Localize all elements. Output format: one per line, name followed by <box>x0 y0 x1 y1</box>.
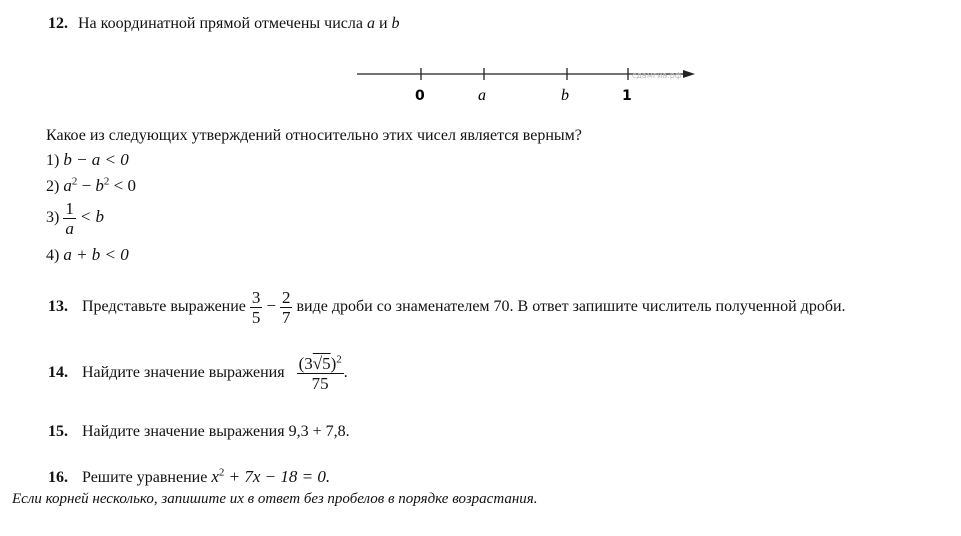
variable-a: a <box>366 15 375 32</box>
conjunction: и <box>378 15 388 32</box>
label-a: a <box>478 87 486 104</box>
number-line-svg <box>343 54 699 110</box>
question-13-text-before: Представьте выражение <box>82 298 246 316</box>
option-2-prefix: 2) <box>46 178 60 195</box>
option-1-prefix: 1) <box>46 152 60 169</box>
period: . <box>343 364 348 382</box>
option-3-prefix: 3) <box>46 209 60 227</box>
fraction-3-5: $\frac{3}{5}$ <box>251 288 261 327</box>
equation: $x^2 + 7x - 18 = 0$. <box>211 466 331 486</box>
fraction-2-7: $\frac{2}{7}$ <box>281 288 291 327</box>
option-4-expression: a + b < 0 <box>63 245 129 264</box>
question-number: 14. <box>48 364 68 382</box>
variable-b: b <box>391 15 400 32</box>
question-13 <box>48 288 846 327</box>
option-2 <box>46 176 136 197</box>
label-b: b <box>561 87 569 104</box>
fraction-expression: $\frac{(3√5)^2}{75}$ <box>298 353 342 393</box>
option-4-prefix: 4) <box>46 247 60 264</box>
number-line <box>343 54 699 110</box>
label-0: 0 <box>415 88 425 104</box>
question-14 <box>48 354 348 393</box>
axis-arrow-icon <box>683 70 695 78</box>
minus-sign: − <box>266 296 276 316</box>
option-1 <box>46 150 129 171</box>
question-15 <box>48 422 350 442</box>
question-number: 13. <box>48 298 68 316</box>
option-3 <box>46 199 104 238</box>
question-prompt: На координатной прямой отмечены числа <box>78 15 363 32</box>
label-1: 1 <box>622 88 632 104</box>
question-12-header <box>48 14 400 34</box>
option-1-expression: b − a < 0 <box>63 150 129 169</box>
question-14-text: Найдите значение выражения <box>82 364 285 382</box>
question-number: 16. <box>48 469 68 486</box>
question-13-text-after: виде дроби со знаменателем 70. В ответ запишите числитель полученной дроби. <box>296 298 846 316</box>
question-number: 12. <box>48 15 68 32</box>
option-4 <box>46 245 129 266</box>
question-12-text: Какое из следующих утверждений относительно этих чисел является верным? <box>46 127 582 144</box>
option-3-fraction: $\frac{1}{a}$ <box>65 199 74 238</box>
question-15-text: Найдите значение выражения 9,3 + 7,8. <box>82 423 350 440</box>
option-3-tail: < b <box>79 207 105 227</box>
question-16-text: Решите уравнение <box>82 469 208 486</box>
watermark: сдамгиа.рф <box>632 71 682 80</box>
question-16 <box>48 467 330 488</box>
question-number: 15. <box>48 423 68 440</box>
instruction-note: Если корней несколько, запишите их в ответ без пробелов в порядке возрастания. <box>12 491 538 507</box>
option-2-expression: $a^2 - b^2 < 0$ <box>63 175 137 195</box>
